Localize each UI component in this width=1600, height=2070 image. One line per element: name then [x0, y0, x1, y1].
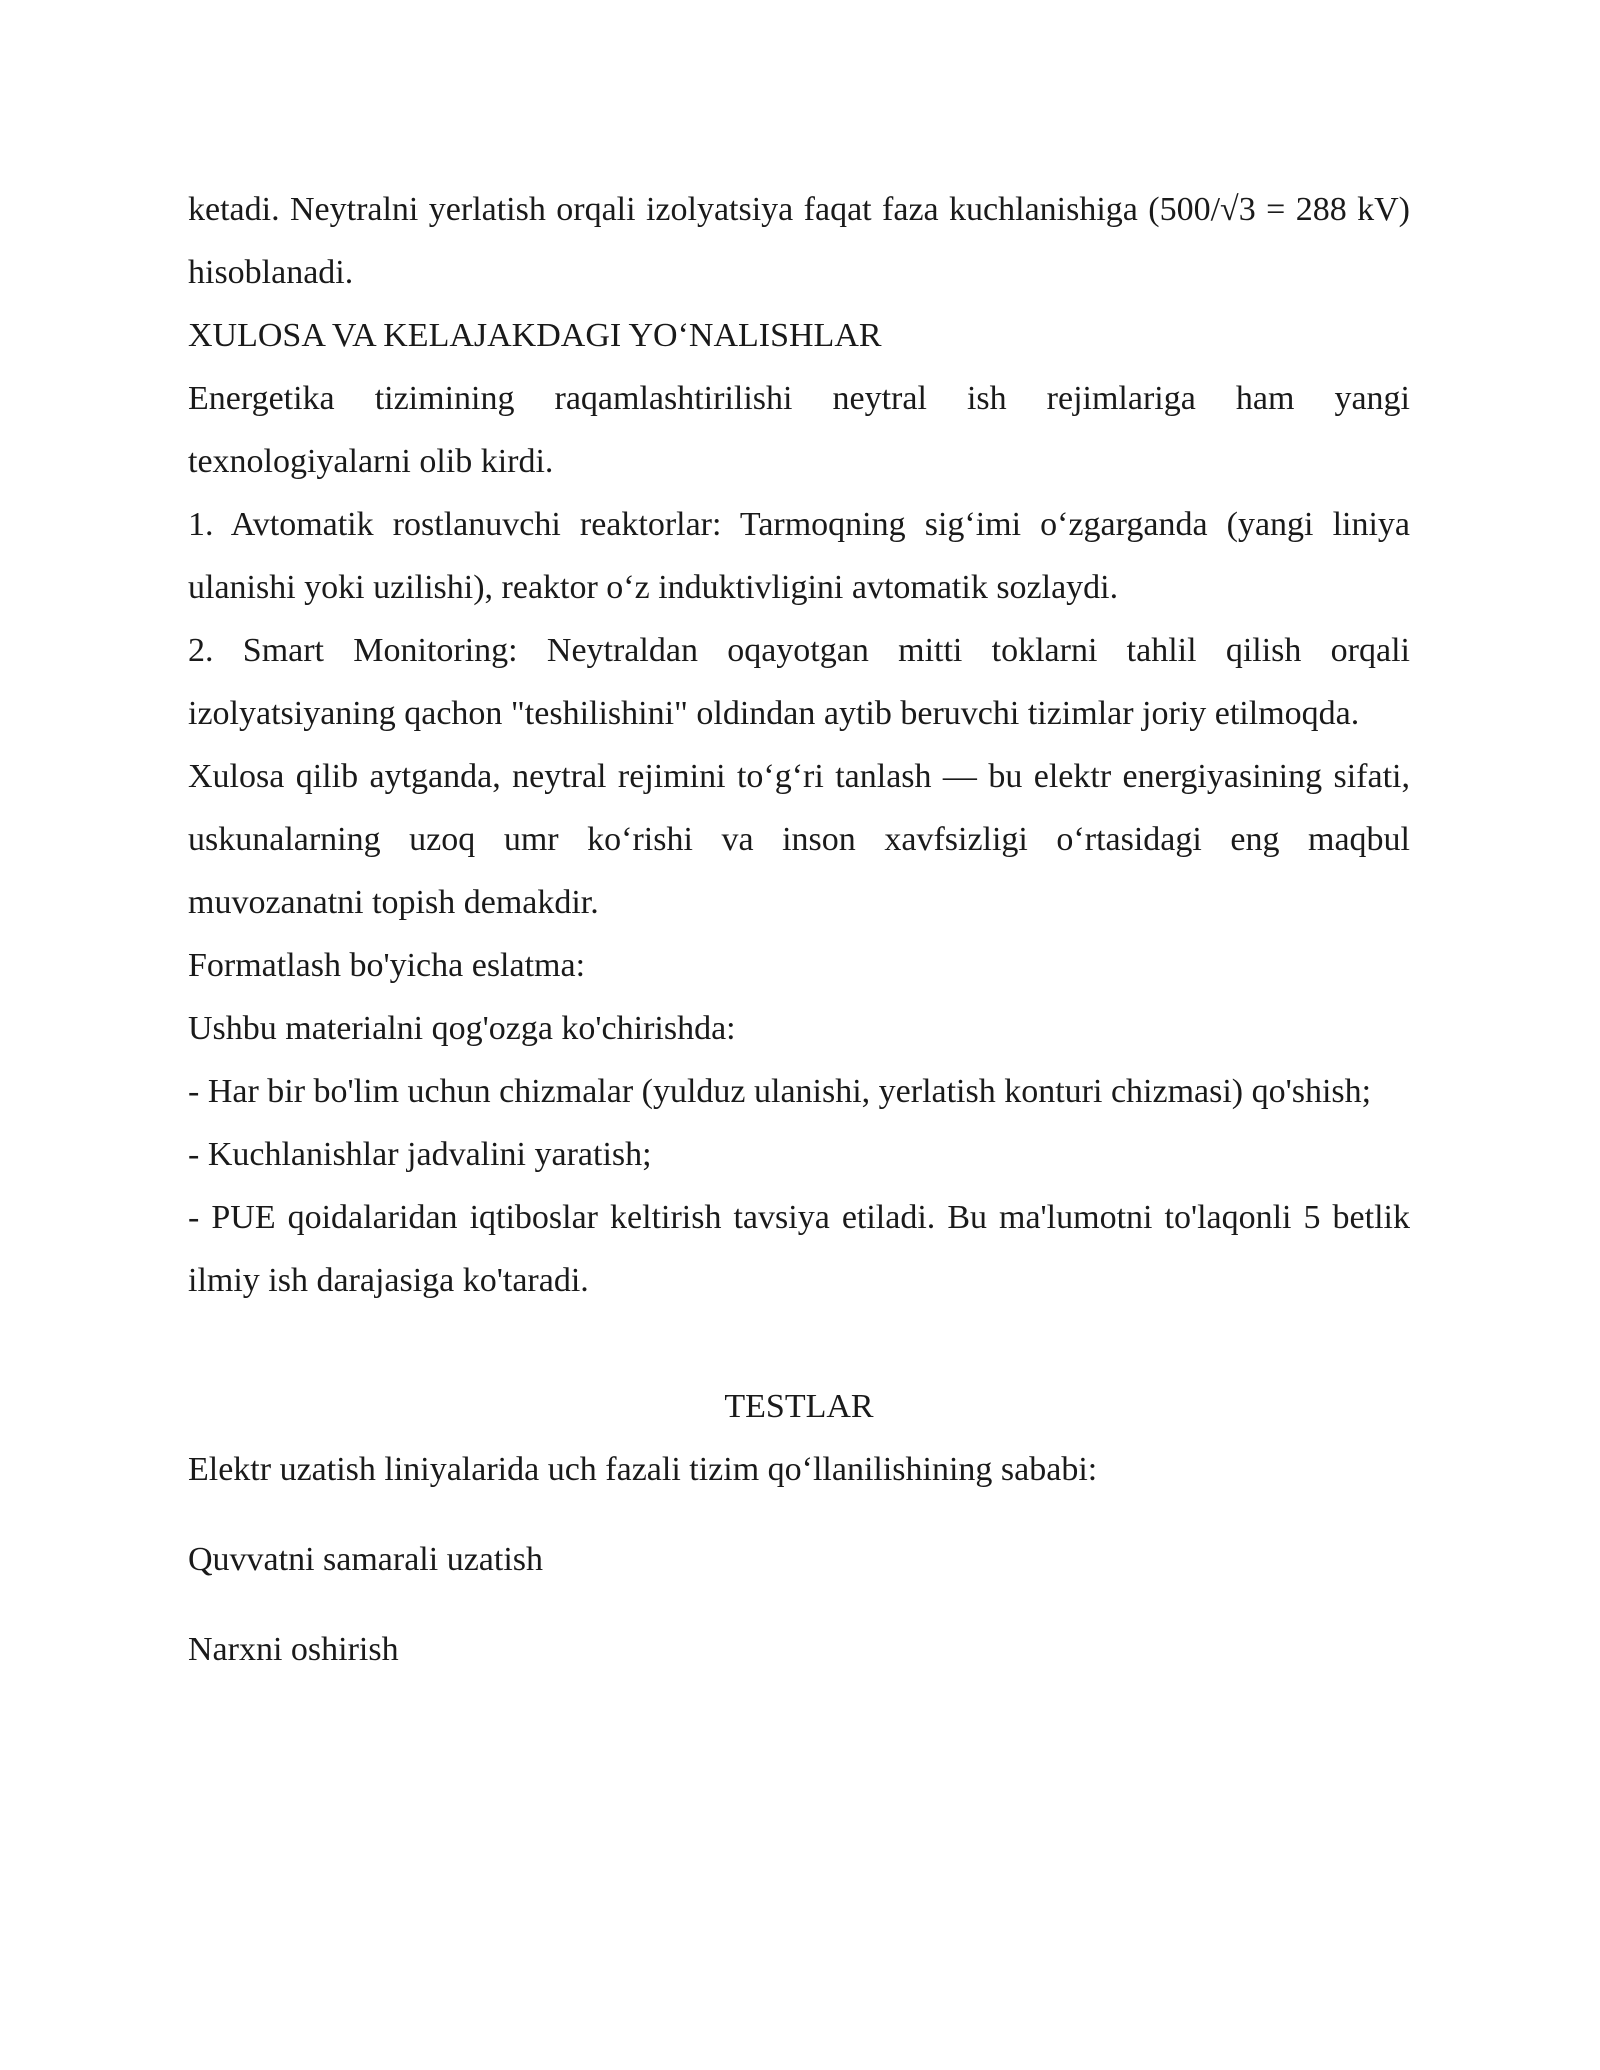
formatting-note-item-3: - PUE qoidalaridan iqtiboslar keltirish tavsiya etiladi. Bu ma'lumotni to'laqonli 5 betlik ilmiy ish darajasiga ko'taradi.: [188, 1199, 1410, 1299]
paragraph-conclusion: Xulosa qilib aytganda, neytral rejimini to‘g‘ri tanlash — bu elektr energiyasining sifati, uskunalarning uzoq umr ko‘rishi va inson xavfsizligi o‘rtasidagi eng maqbul muvozanatni topish demakdir.: [188, 758, 1410, 921]
test-question: Elektr uzatish liniyalarida uch fazali tizim qo‘llanilishining sababi:: [188, 1451, 1098, 1488]
blank-line: [188, 1312, 1410, 1375]
formatting-note-title: Formatlash bo'yicha eslatma:: [188, 947, 586, 984]
paragraph-intro: Energetika tizimining raqamlashtirilishi neytral ish rejimlariga ham yangi texnologiyalarni olib kirdi.: [188, 380, 1410, 480]
section-heading: XULOSA VA KELAJAKDAGI YO‘NALISHLAR: [188, 317, 882, 354]
formatting-note-item-2: - Kuchlanishlar jadvalini yaratish;: [188, 1136, 652, 1173]
list-item-1: 1. Avtomatik rostlanuvchi reaktorlar: Tarmoqning sig‘imi o‘zgarganda (yangi liniya ulanishi yoki uzilishi), reaktor o‘z induktivligini avtomatik sozlaydi.: [188, 506, 1410, 606]
paragraph-continuation: ketadi. Neytralni yerlatish orqali izolyatsiya faqat faza kuchlanishiga (500/√3 = 288 kV) hisoblanadi.: [188, 191, 1410, 291]
document-page: [188, 178, 1410, 1708]
test-option-1: Quvvatni samarali uzatish: [188, 1541, 544, 1578]
list-item-2: 2. Smart Monitoring: Neytraldan oqayotgan mitti toklarni tahlil qilish orqali izolyatsiyaning qachon "teshilishini" oldindan aytib beruvchi tizimlar joriy etilmoqda.: [188, 632, 1410, 732]
formatting-note-intro: Ushbu materialni qog'ozga ko'chirishda:: [188, 1010, 736, 1047]
test-option-2: Narxni oshirish: [188, 1631, 399, 1668]
tests-title: TESTLAR: [724, 1388, 874, 1425]
formatting-note-item-1: - Har bir bo'lim uchun chizmalar (yulduz ulanishi, yerlatish konturi chizmasi) qo'shish;: [188, 1073, 1372, 1110]
